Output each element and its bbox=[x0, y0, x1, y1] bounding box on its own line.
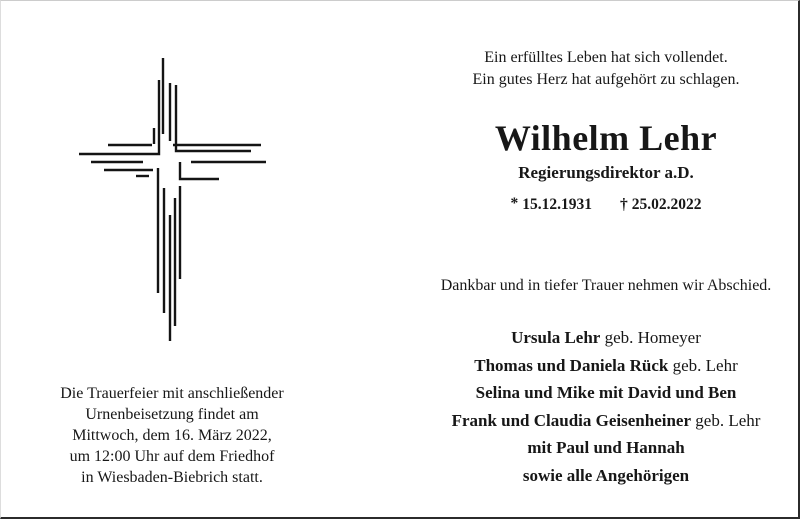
family-line bbox=[406, 352, 800, 380]
opening-verse-line2: Ein gutes Herz hat aufgehört zu schlagen. bbox=[472, 70, 740, 88]
funeral-notice-line: um 12:00 Uhr auf dem Friedhof bbox=[69, 448, 275, 465]
life-dates bbox=[406, 194, 800, 216]
family-line bbox=[406, 462, 800, 490]
birth-date-group bbox=[511, 196, 593, 213]
family-line bbox=[406, 407, 800, 435]
family-name: Frank und Claudia Geisenheiner bbox=[451, 410, 692, 430]
family-line bbox=[406, 434, 800, 462]
funeral-notice-line: in Wiesbaden-Biebrich statt. bbox=[81, 469, 263, 486]
deceased-name: Wilhelm Lehr bbox=[494, 118, 718, 158]
death-date: 25.02.2022 bbox=[631, 196, 702, 213]
funeral-notice-line: Urnenbeisetzung findet am bbox=[85, 406, 259, 423]
family-name-suffix: geb. Homeyer bbox=[600, 328, 701, 347]
birth-star-symbol: * bbox=[510, 195, 519, 212]
death-dagger-symbol: † bbox=[620, 196, 628, 213]
family-name: Selina und Mike mit David und Ben bbox=[475, 383, 737, 402]
family-name: Thomas und Daniela Rück bbox=[474, 355, 669, 375]
family-name: sowie alle Angehörigen bbox=[522, 465, 690, 485]
funeral-notice-line: Mittwoch, dem 16. März 2022, bbox=[72, 427, 272, 444]
family-name: mit Paul und Hannah bbox=[527, 438, 685, 457]
family-name-suffix: geb. Lehr bbox=[668, 355, 738, 375]
deceased-title: Regierungsdirektor a.D. bbox=[518, 163, 694, 182]
family-list bbox=[406, 324, 800, 489]
family-line bbox=[406, 379, 800, 407]
memorial-cross-icon bbox=[51, 28, 281, 348]
death-date-group bbox=[620, 196, 702, 213]
opening-verse bbox=[406, 47, 800, 90]
family-line bbox=[406, 324, 800, 352]
family-name-suffix: geb. Lehr bbox=[691, 410, 761, 430]
opening-verse-line1: Ein erfülltes Leben hat sich vollendet. bbox=[484, 49, 728, 66]
funeral-notice bbox=[26, 383, 318, 488]
mourning-line: Dankbar und in tiefer Trauer nehmen wir Abschied. bbox=[440, 277, 772, 294]
family-name: Ursula Lehr bbox=[511, 328, 601, 347]
funeral-notice-line: Die Trauerfeier mit anschließender bbox=[60, 385, 284, 402]
birth-date: 15.12.1931 bbox=[522, 196, 592, 213]
